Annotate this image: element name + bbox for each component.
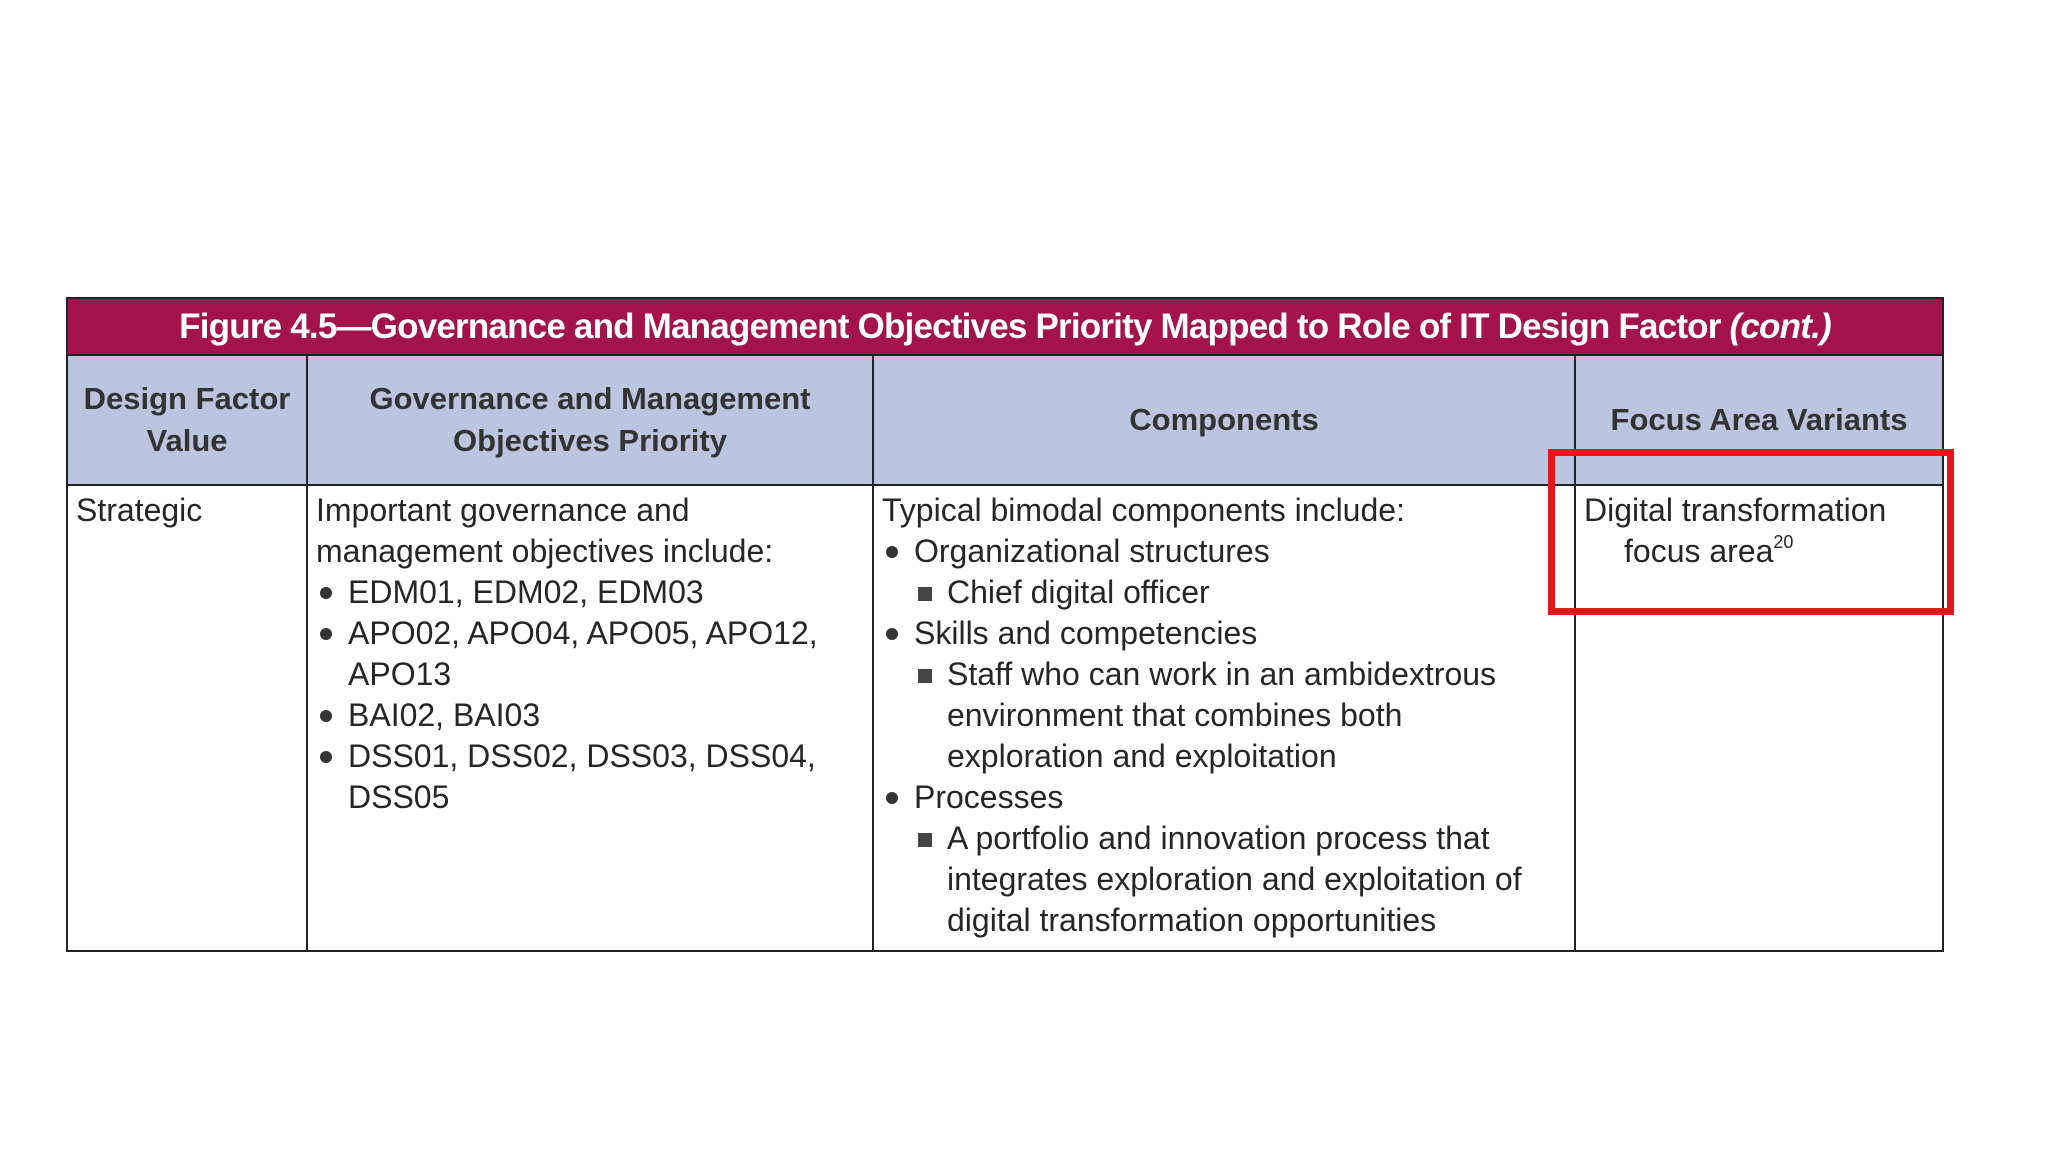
cell-design-factor-value <box>67 485 307 951</box>
figure-title <box>67 298 1943 355</box>
list-item: Staff who can work in an ambidextrous environment that combines both exploration and exploitation <box>914 654 1566 777</box>
list-item: DSS01, DSS02, DSS03, DSS04, DSS05 <box>316 736 864 818</box>
objectives-list <box>316 572 864 818</box>
footnote-marker[interactable]: 20 <box>1773 532 1794 552</box>
focus-area-line2-wrap <box>1584 531 1934 572</box>
list-item: A portfolio and innovation process that integrates exploration and exploitation of digital transformation opportunities <box>914 818 1566 941</box>
components-group <box>882 531 1566 613</box>
header-focus-area-variants: Focus Area Variants <box>1575 355 1943 485</box>
cell-objectives-priority <box>307 485 873 951</box>
header-components: Components <box>873 355 1575 485</box>
figure-title-suffix: (cont.) <box>1729 306 1831 346</box>
figure-table <box>66 297 1944 952</box>
components-group <box>882 613 1566 777</box>
focus-area-line1: Digital transformation <box>1584 492 1887 528</box>
design-factor-value-text: Strategic <box>76 492 203 528</box>
figure-title-text: Figure 4.5—Governance and Management Objectives Priority Mapped to Role of IT Design Factor <box>179 306 1721 346</box>
list-item: EDM01, EDM02, EDM03 <box>316 572 864 613</box>
table-row <box>67 485 1943 951</box>
focus-area-line2: focus area <box>1624 533 1774 569</box>
list-item: APO02, APO04, APO05, APO12, APO13 <box>316 613 864 695</box>
cell-components <box>873 485 1575 951</box>
components-sublist <box>914 572 1566 613</box>
components-group-label: Processes <box>914 779 1064 815</box>
components-group-label: Organizational structures <box>914 533 1270 569</box>
components-list <box>882 531 1566 941</box>
components-sublist <box>914 654 1566 777</box>
objectives-intro: Important governance and management objectives include: <box>316 492 774 569</box>
list-item: BAI02, BAI03 <box>316 695 864 736</box>
components-sublist <box>914 818 1566 941</box>
cell-focus-area-variants <box>1575 485 1943 951</box>
components-group <box>882 777 1566 941</box>
components-intro: Typical bimodal components include: <box>882 492 1405 528</box>
figure-table-container <box>66 297 1942 952</box>
list-item: Chief digital officer <box>914 572 1566 613</box>
header-design-factor-value: Design Factor Value <box>67 355 307 485</box>
components-group-label: Skills and competencies <box>914 615 1258 651</box>
header-objectives-priority: Governance and Management Objectives Priority <box>307 355 873 485</box>
